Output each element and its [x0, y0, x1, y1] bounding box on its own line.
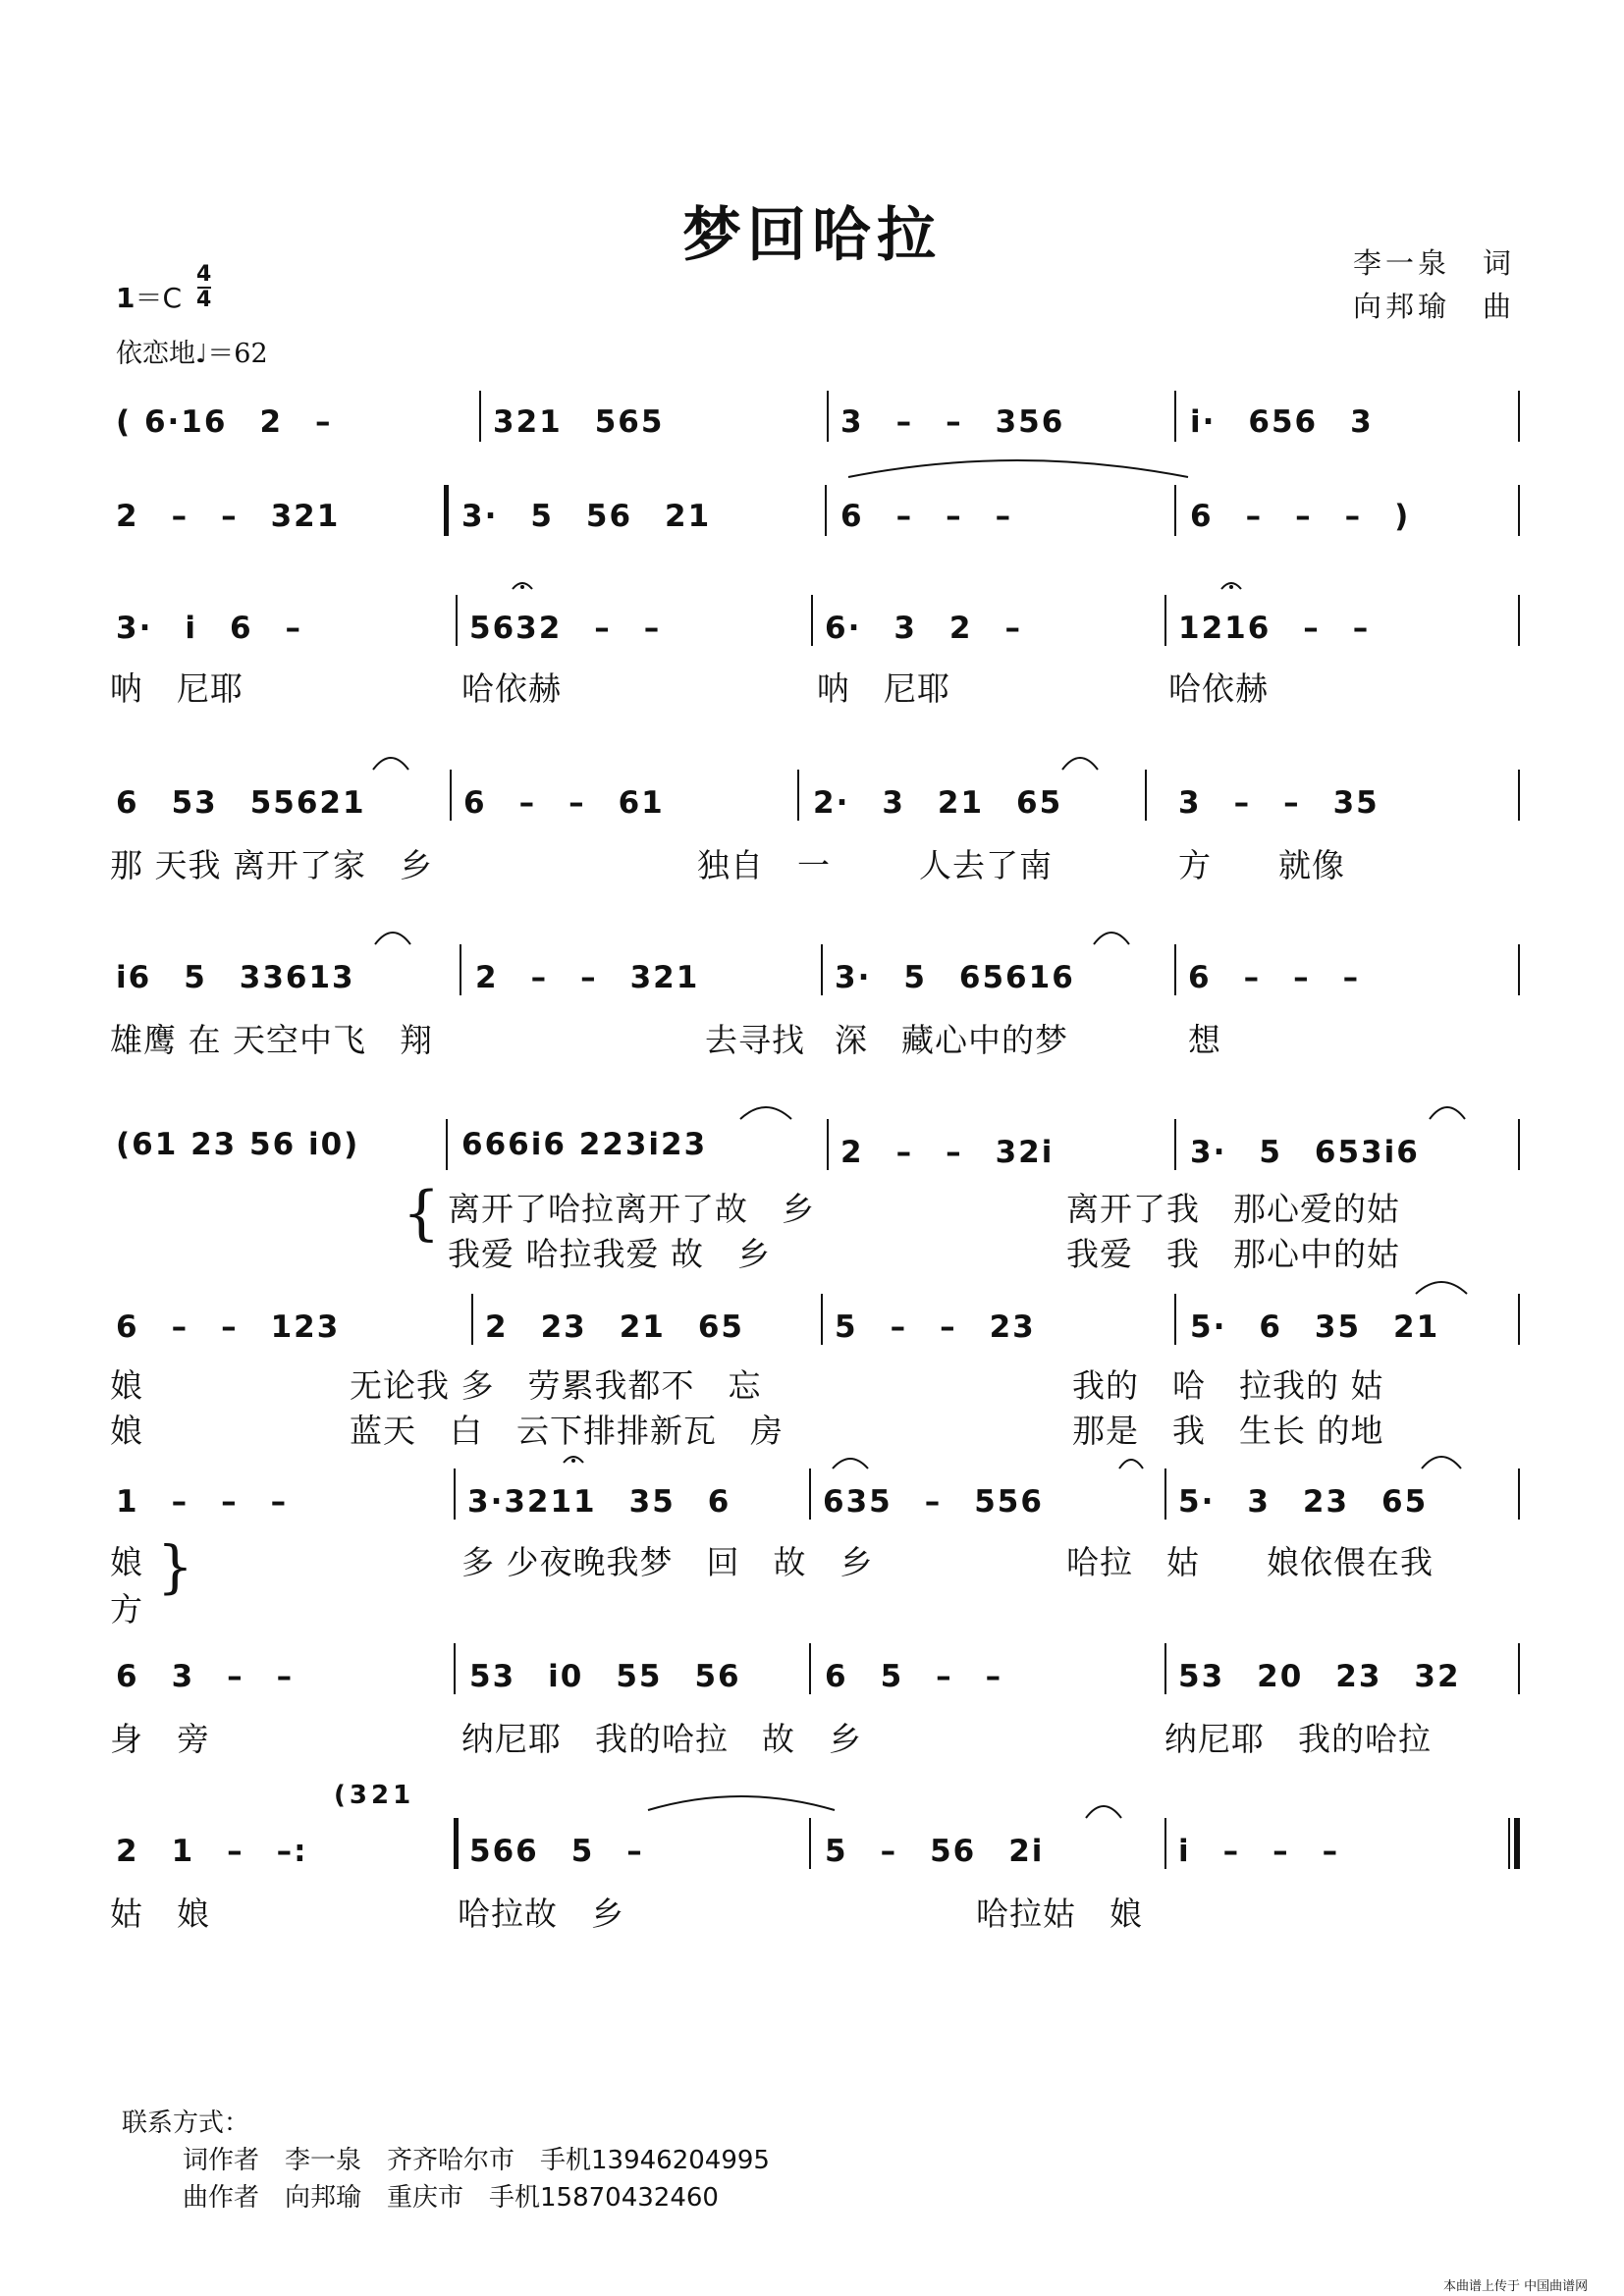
slur-mark [740, 1107, 791, 1119]
lyric-line: 多 少夜晚我梦 回 故 乡 [461, 1543, 874, 1581]
measure-note: 635 – 556 [823, 1484, 1044, 1520]
measure-note: 2· 3 21 65 [813, 785, 1063, 821]
slur-mark [1094, 933, 1129, 944]
measure-note: 6 – – 61 [463, 785, 665, 821]
composer-credit: 向邦瑜 曲 [1353, 290, 1516, 323]
contact-lyricist-phone: 13946204995 [591, 2146, 770, 2175]
measure-note: 321 565 [493, 404, 665, 440]
slur-mark [1430, 1107, 1465, 1119]
lyric-line: 人去了南 [919, 846, 1053, 884]
footer-watermark: 本曲谱上传于 中国曲谱网 [1443, 2279, 1589, 2294]
measure-note: 6 3 – – [116, 1659, 295, 1694]
lyric-line: 离开了我 那心爱的姑 [1066, 1190, 1400, 1228]
measure-note: 2 – – 321 [475, 960, 700, 995]
lyric-line: 哈拉 姑 娘依偎在我 [1066, 1543, 1434, 1581]
measure-note: 53 i0 55 56 [469, 1659, 741, 1694]
measure-note: 3·3211 35 6 [467, 1484, 731, 1520]
measure-note: 1 – – – [116, 1484, 289, 1520]
measure-note: 6 – – – ) [1190, 499, 1411, 534]
page-title: 梦回哈拉 [682, 201, 942, 270]
lyric-line: 姑 娘 [110, 1895, 210, 1933]
lyric-line: 那 天我 离开了家 乡 [110, 846, 433, 884]
measure-note: 566 5 – [469, 1834, 644, 1869]
alternate-ending: (321 [334, 1781, 415, 1810]
measure-note: 6 – – – [840, 499, 1013, 534]
lyric-line: 哈拉姑 娘 [976, 1895, 1143, 1933]
lyric-line: 我爱 我 那心中的姑 [1066, 1235, 1400, 1273]
lyric-line: 娘 [110, 1412, 143, 1450]
slur-mark [1062, 758, 1098, 770]
key-rest: ＝C [135, 282, 183, 314]
measure-note: 3· 5 56 21 [461, 499, 712, 534]
lyric-line: 哈拉故 乡 [458, 1895, 624, 1933]
measure-note: 6 – – – [1188, 960, 1361, 995]
lyric-line: 方 [110, 1590, 143, 1629]
fermata-dot [571, 1459, 575, 1463]
measure-note: 6 53 55621 [116, 785, 366, 821]
lyric-line: 呐 尼耶 [817, 669, 950, 708]
lyric-line: 蓝天 白 云下排排新瓦 房 [350, 1412, 784, 1450]
measure-note: 3· i 6 – [116, 611, 303, 646]
measure-note: 1216 – – [1178, 611, 1371, 646]
verse-brace: { [403, 1179, 441, 1248]
fermata-dot [1229, 585, 1233, 589]
time-top: 4 [196, 262, 212, 287]
measure-note: 2 – – 321 [116, 499, 341, 534]
contact-lyricist-prefix: 词作者 李一泉 齐齐哈尔市 手机 [183, 2146, 592, 2175]
lyric-line: 去寻找 [705, 1021, 805, 1059]
lyric-line: 离开了哈拉离开了故 乡 [448, 1190, 815, 1228]
verse-brace-close: } [157, 1533, 193, 1600]
measure-note: 2 23 21 65 [485, 1309, 744, 1345]
quarter-note-icon: ♩ [195, 340, 208, 369]
measure-note: (61 23 56 i0) [116, 1127, 360, 1162]
measure-note: i· 656 3 [1190, 404, 1374, 440]
tie-mark [848, 460, 1188, 477]
measure-note: i6 5 33613 [116, 960, 355, 995]
contact-label: 联系方式： [122, 2109, 250, 2138]
measure-note: 53 20 23 32 [1178, 1659, 1461, 1694]
lyric-line: 想 [1188, 1021, 1221, 1059]
fermata-dot [520, 585, 524, 589]
time-bottom: 4 [196, 288, 212, 312]
lyric-line: 纳尼耶 我的哈拉 [1164, 1720, 1432, 1758]
measure-note: 3 – – 35 [1178, 785, 1380, 821]
lyric-line: 我的 哈 拉我的 姑 [1072, 1366, 1384, 1405]
lyric-line: 哈依赫 [461, 669, 562, 708]
lyric-line: 深 藏心中的梦 [835, 1021, 1068, 1059]
lyric-line: 我爱 哈拉我爱 故 乡 [448, 1235, 771, 1273]
lyric-line: 娘 [110, 1366, 143, 1405]
contact-composer-prefix: 曲作者 向邦瑜 重庆市 手机 [183, 2183, 541, 2213]
slur-mark [1422, 1457, 1461, 1468]
measure-note: 6 5 – – [825, 1659, 1003, 1694]
slur-mark [1416, 1282, 1467, 1294]
measure-note: ( 6·16 2 – [116, 404, 333, 440]
measure-note: 3· 5 65616 [835, 960, 1075, 995]
lyric-line: 纳尼耶 我的哈拉 故 乡 [461, 1720, 862, 1758]
slur-mark [1086, 1806, 1121, 1818]
lyric-line: 呐 尼耶 [110, 669, 244, 708]
measure-note: 5· 3 23 65 [1178, 1484, 1429, 1520]
measure-note: 666i6 223i23 [461, 1127, 708, 1162]
measure-note: 6 – – 123 [116, 1309, 341, 1345]
measure-note: 3· 5 653i6 [1190, 1135, 1420, 1170]
lyric-line: 哈依赫 [1168, 669, 1269, 708]
measure-note: 5 – 56 2i [825, 1834, 1045, 1869]
key-prefix: 1 [116, 282, 135, 314]
contact-composer-phone: 15870432460 [540, 2183, 719, 2213]
slur-mark [833, 1459, 868, 1468]
tie-mark [648, 1796, 835, 1810]
slur-mark [1119, 1460, 1143, 1468]
lyric-line: 雄鹰 在 天空中飞 翔 [110, 1021, 433, 1059]
contact-composer [183, 2177, 719, 2214]
lyric-line: 无论我 多 劳累我都不 忘 [350, 1366, 762, 1405]
measure-note: i – – – [1178, 1834, 1340, 1869]
lyric-line: 身 旁 [110, 1720, 210, 1758]
slur-mark [373, 758, 408, 770]
measure-note: 3 – – 356 [840, 404, 1065, 440]
lyric-line: 独自 一 [697, 846, 831, 884]
contact-lyricist [183, 2140, 770, 2176]
tempo-value: ＝62 [207, 339, 268, 369]
lyric-line: 那是 我 生长 的地 [1072, 1412, 1384, 1450]
measure-note: 5 – – 23 [835, 1309, 1036, 1345]
measure-note: 2 1 – –: [116, 1834, 308, 1869]
lyricist-credit: 李一泉 词 [1353, 246, 1516, 280]
tempo-word: 依恋地 [116, 339, 195, 369]
measure-note: 5632 – – [469, 611, 662, 646]
slur-mark [375, 933, 410, 944]
lyric-line: 娘 [110, 1543, 143, 1581]
measure-note: 5· 6 35 21 [1190, 1309, 1440, 1345]
measure-note: 2 – – 32i [840, 1135, 1055, 1170]
measure-note: 6· 3 2 – [825, 611, 1022, 646]
lyric-line: 方 就像 [1178, 846, 1345, 884]
